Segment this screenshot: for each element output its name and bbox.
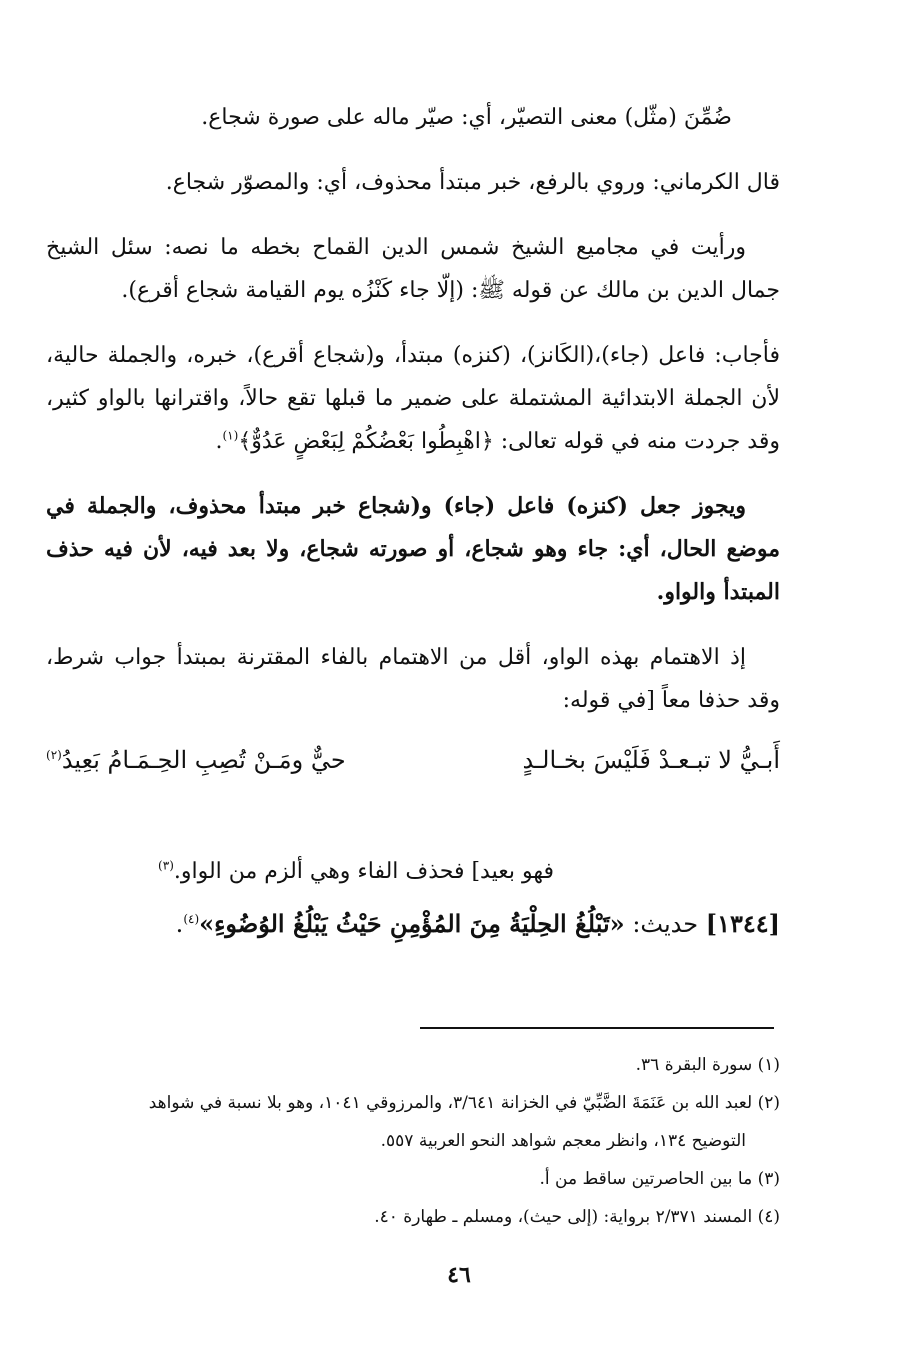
paragraph-4-text: فأجاب: فاعل (جاء)،(الكَانز)، (كنزه) مبتدأ، و(شجاع أقرع)، خبره، والجملة حالية، لأن الجملة الابتدائية المشتملة على ضمير ما قبلها تقع حالاً، واقترانها بالواو كثير، وقد جردت منه في قوله تعالى: ﴿اهْبِطُوا بَعْضُكُمْ لِبَعْضٍ عَدُوٌّ﴾ [46, 343, 780, 454]
footnote-mark-1: (١) [222, 428, 239, 443]
footnote-1: (١) سورة البقرة ٣٦. [635, 1055, 780, 1075]
footnote-2-line-1: (٢) لعبد الله بن عَنَمَةَ الضَّبِّيّ في الخزانة ٣/٦٤١، والمرزوقي ١٠٤١، وهو بلا نسبة في شواهد [148, 1093, 780, 1113]
footnote-2 [48, 1084, 780, 1160]
hadith-label: حديث: [632, 910, 699, 938]
after-verse-text: فهو بعيد] فحذف الفاء وهي ألزم من الواو. [173, 859, 554, 884]
footnote-mark-3: (٣) [158, 858, 174, 873]
footnote-2-line-2: التوضيح ١٣٤، وانظر معجم شواهد النحو العربية ٥٥٧. [380, 1131, 746, 1151]
footnote-mark-2: (٢) [46, 748, 62, 762]
footnote-divider [420, 1027, 774, 1029]
verse-second-hemistich [46, 738, 346, 782]
page-body [46, 96, 780, 946]
hadith-entry [46, 902, 780, 946]
verse-second-text: حيٌّ ومَـنْ تُصِبِ الحِـمَـامُ بَعِيدُ [61, 746, 346, 774]
hadith-number: [١٣٤٤] [705, 909, 780, 938]
footnotes [48, 1046, 780, 1236]
paragraph-4: فأجاب: فاعل (جاء)،(الكَانز)، (كنزه) مبتدأ، و(شجاع أقرع)، خبره، والجملة حالية، لأن الجملة الابتدائية المشتملة على ضمير ما قبلها تقع حالاً، واقترانها بالواو كثير، وقد جردت منه في قوله تعالى: ﴿اهْبِطُوا بَعْضُكُمْ لِبَعْضٍ عَدُوٌّ﴾$^{(١)}$. [46, 343, 780, 454]
poetry-verse [46, 738, 780, 782]
footnote-4: (٤) المسند ٢/٣٧١ برواية: (إلى حيث)، ومسلم ـ طهارة ٤٠. [374, 1207, 780, 1227]
page-number: ٤٦ [447, 1262, 471, 1288]
paragraph-2: قال الكرماني: وروي بالرفع، خبر مبتدأ محذوف، أي: والمصوّر شجاع. [165, 170, 780, 195]
paragraph-3: ورأيت في مجاميع الشيخ شمس الدين القماح بخطه ما نصه: سئل الشيخ جمال الدين بن مالك عن قوله ﷺ: (إلّا جاء كَنْزُه يوم القيامة شجاع أقرع). [46, 235, 780, 303]
after-verse-line [46, 852, 780, 892]
footnote-mark-4: (٤) [183, 912, 200, 926]
footnote-3: (٣) ما بين الحاصرتين ساقط من أ. [539, 1169, 780, 1189]
hadith-end: . [175, 910, 184, 938]
verse-first-hemistich: أَبـيُّ لا تبـعـدْ فَلَيْسَ بخـالـدٍ [522, 746, 780, 774]
paragraph-5: ويجوز جعل (كنزه) فاعل (جاء) و(شجاع خبر مبتدأ محذوف، والجملة في موضع الحال، أي: جاء وهو شجاع، أو صورته شجاع، ولا بعد فيه، لأن فيه حذف المبتدأ والواو. [46, 493, 780, 605]
paragraph-1: ضُمِّنَ (مثّل) معنى التصيّر، أي: صيّر ماله على صورة شجاع. [201, 105, 732, 130]
hadith-text: «تَبْلُغُ الحِلْيَةُ مِنَ المُؤْمِنِ حَيْثُ يَبْلُغُ الوُضُوءِ» [199, 909, 625, 938]
paragraph-6: إذ الاهتمام بهذه الواو، أقل من الاهتمام بالفاء المقترنة بمبتدأ جواب شرط، وقد حذفا معاً [في قوله: [46, 645, 780, 713]
